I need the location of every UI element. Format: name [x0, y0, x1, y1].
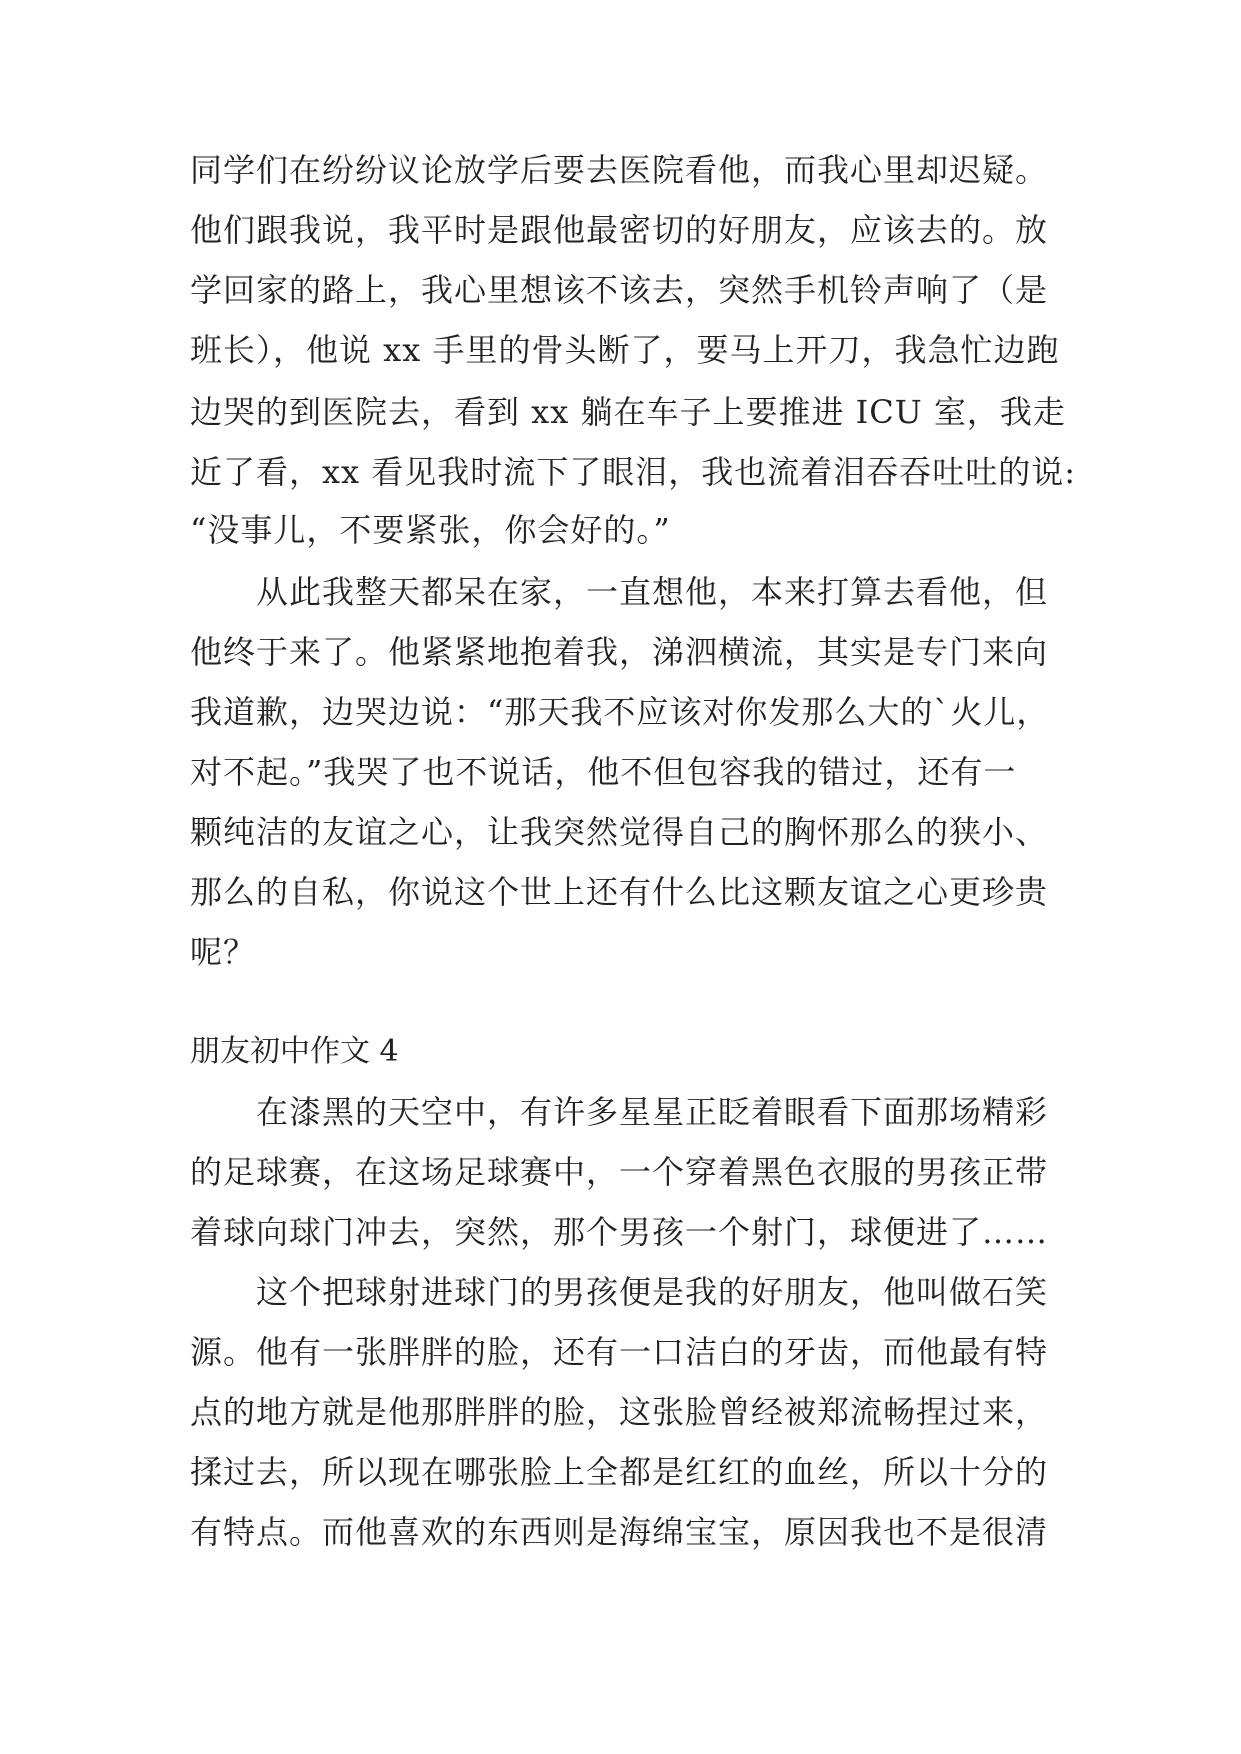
paragraph-1-line-1: 同学们在纷纷议论放学后要去医院看他，而我心里却迟疑。	[190, 151, 1049, 189]
paragraph-2-line-2: 他终于来了。他紧紧地抱着我，涕泗横流，其实是专门来向	[190, 633, 1049, 671]
paragraph-2-line-4: 对不起。”我哭了也不说话，他不但包容我的错过，还有一	[190, 753, 1017, 791]
paragraph-2-line-7: 呢？	[190, 933, 257, 971]
paragraph-4-line-2: 源。他有一张胖胖的脸，还有一口洁白的牙齿，而他最有特	[190, 1333, 1049, 1371]
paragraph-4-line-5: 有特点。而他喜欢的东西则是海绵宝宝，原因我也不是很清	[190, 1513, 1049, 1551]
paragraph-3-line-1: 在漆黑的天空中，有许多星星正眨着眼看下面那场精彩	[256, 1093, 1049, 1131]
paragraph-2-line-1: 从此我整天都呆在家，一直想他，本来打算去看他，但	[256, 573, 1049, 611]
paragraph-2-line-6: 那么的自私，你说这个世上还有什么比这颗友谊之心更珍贵	[190, 873, 1049, 911]
paragraph-4-line-1: 这个把球射进球门的男孩便是我的好朋友，他叫做石笑	[256, 1273, 1049, 1311]
paragraph-2-line-3: 我道歉，边哭边说：“那天我不应该对你发那么大的`火儿，	[190, 693, 1050, 731]
paragraph-2-line-5: 颗纯洁的友谊之心，让我突然觉得自己的胸怀那么的狭小、	[190, 813, 1049, 851]
paragraph-1-line-6: 近了看，xx 看见我时流下了眼泪，我也流着泪吞吞吐吐的说:	[190, 453, 1077, 491]
paragraph-1-line-5: 边哭的到医院去，看到 xx 躺在车子上要推进 ICU 室，我走	[190, 393, 1066, 431]
paragraph-3-line-3: 着球向球门冲去，突然，那个男孩一个射门，球便进了……	[190, 1213, 1049, 1251]
paragraph-4-line-3: 点的地方就是他那胖胖的脸，这张脸曾经被郑流畅捏过来，	[190, 1393, 1049, 1431]
section-heading: 朋友初中作文 4	[190, 1034, 399, 1069]
paragraph-3-line-2: 的足球赛，在这场足球赛中，一个穿着黑色衣服的男孩正带	[190, 1153, 1049, 1191]
paragraph-4-line-4: 揉过去，所以现在哪张脸上全都是红红的血丝，所以十分的	[190, 1453, 1049, 1491]
paragraph-1-line-3: 学回家的路上，我心里想该不该去，突然手机铃声响了（是	[190, 271, 1049, 309]
paragraph-1-line-2: 他们跟我说，我平时是跟他最密切的好朋友，应该去的。放	[190, 211, 1049, 249]
paragraph-1-line-4: 班长），他说 xx 手里的骨头断了，要马上开刀，我急忙边跑	[190, 331, 1060, 369]
paragraph-1-line-7: “没事儿，不要紧张，你会好的。”	[190, 511, 671, 549]
